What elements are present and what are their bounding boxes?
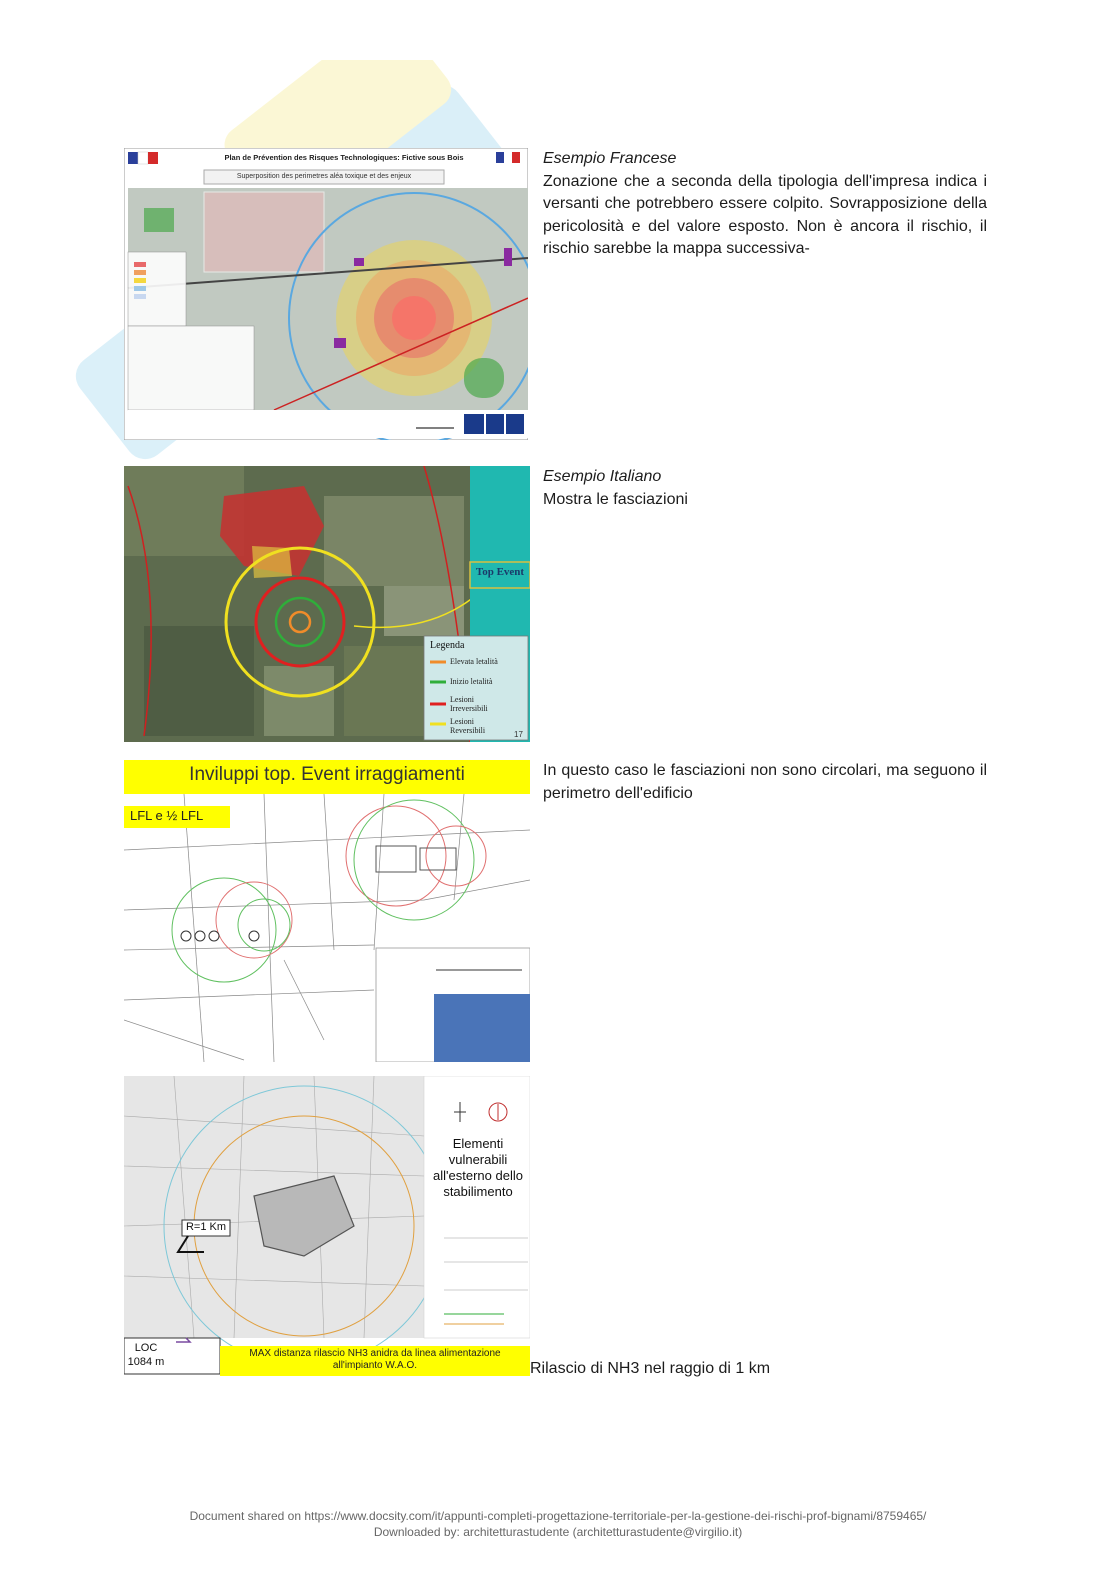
inviluppi-figure [124, 760, 530, 1062]
legend-title: Legenda [430, 640, 465, 651]
french-map-figure [124, 148, 528, 440]
caption-italian [543, 466, 987, 511]
top-event-label: Top Event [475, 566, 525, 578]
caption-french-body: Zonazione che a seconda della tipologia dell'impresa indica i versanti che potrebbero essere colpito. Sovrapposizione della pericolosità e del valore esposto. Non è ancora il rischio, il rischio sarebbe la mappa successiva- [543, 172, 987, 257]
french-map-title: Plan de Prévention des Risques Technologiques: Fictive sous Bois [224, 153, 464, 162]
vulnerable-elements-title: Elementi vulnerabili all'esterno dello stabilimento [433, 1136, 523, 1199]
nh3-banner-line2: all'impianto W.A.O. [332, 1360, 418, 1371]
legend-item-4: Lesioni Reversibili [450, 717, 486, 735]
radius-label: R=1 Km [185, 1221, 227, 1233]
caption-nh3: Rilascio di NH3 nel raggio di 1 km [530, 1360, 771, 1377]
footer-shared: Document shared on https://www.docsity.com/it/appunti-completi-progettazione-territoriale-per-la-gestione-dei-rischi-prof-bignami/8759465/ [189, 1509, 927, 1523]
nh3-banner [220, 1348, 530, 1372]
caption-inviluppi [543, 760, 987, 805]
inviluppi-map-graphic [124, 760, 530, 1062]
nh3-figure [124, 1076, 530, 1376]
lfl-label: LFL e ½ LFL [130, 808, 204, 823]
legend-item-2: Inizio letalità [450, 677, 493, 686]
nh3-banner-line1: MAX distanza rilascio NH3 anidra da linea alimentazione [249, 1348, 501, 1359]
legend-item-3: Lesioni Irreversibili [450, 695, 488, 713]
italian-map-figure [124, 466, 530, 742]
loc-label-line2: 1084 m [127, 1356, 165, 1368]
caption-french [543, 148, 987, 261]
caption-italian-body: Mostra le fasciazioni [543, 490, 688, 508]
figure-page-number: 17 [514, 730, 523, 739]
caption-french-title: Esempio Francese [543, 150, 677, 167]
legend-item-1: Elevata letalità [450, 657, 498, 666]
caption-italian-title: Esempio Italiano [543, 468, 662, 485]
caption-inviluppi-body: In questo caso le fasciazioni non sono circolari, ma seguono il perimetro dell'edificio [543, 762, 987, 802]
french-map-subtitle: Superposition des perimetres aléa toxique et des enjeux [236, 173, 412, 180]
inviluppi-banner-title: Inviluppi top. Event irraggiamenti [189, 764, 465, 785]
loc-label [124, 1341, 168, 1369]
footer-downloaded: Downloaded by: architetturastudente (architetturastudente@virgilio.it) [373, 1525, 743, 1539]
loc-label-line1: LOC [134, 1342, 158, 1354]
french-map-graphic [124, 148, 528, 440]
